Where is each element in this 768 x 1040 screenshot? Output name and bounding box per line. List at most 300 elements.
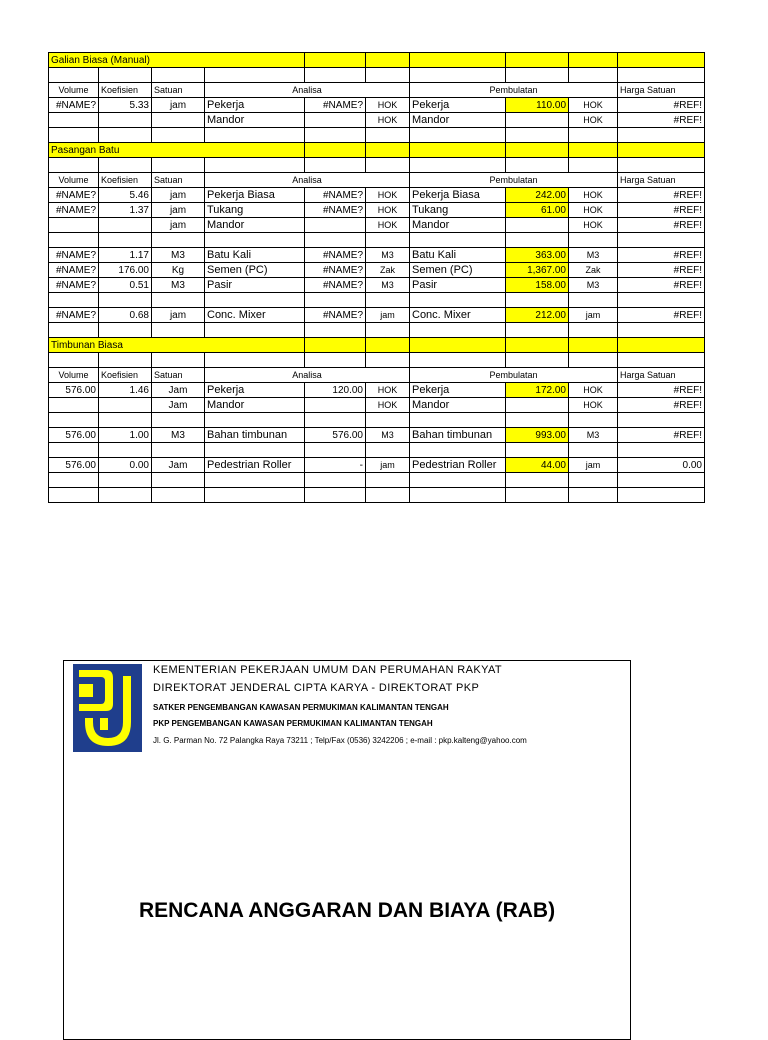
spreadsheet-cell — [569, 128, 618, 143]
spreadsheet-cell — [506, 158, 569, 173]
spreadsheet-cell: #REF! — [618, 428, 705, 443]
spreadsheet-cell — [152, 413, 205, 428]
header-harga-satuan: Harga Satuan — [618, 173, 705, 188]
header-harga-satuan: Harga Satuan — [618, 83, 705, 98]
spreadsheet-cell — [305, 143, 366, 158]
spreadsheet-cell: jam — [152, 98, 205, 113]
spreadsheet-cell: #NAME? — [305, 263, 366, 278]
spreadsheet-cell — [305, 413, 366, 428]
spreadsheet-cell: #NAME? — [49, 188, 99, 203]
spreadsheet-cell: 0.00 — [618, 458, 705, 473]
spreadsheet-cell — [618, 338, 705, 353]
spreadsheet-cell — [506, 113, 569, 128]
spreadsheet-cell — [410, 53, 506, 68]
header-volume: Volume — [49, 173, 99, 188]
spacer-row — [49, 413, 705, 428]
spreadsheet-cell — [506, 338, 569, 353]
spreadsheet-cell: #REF! — [618, 398, 705, 413]
spreadsheet-cell — [152, 68, 205, 83]
spreadsheet-cell — [569, 293, 618, 308]
spreadsheet-cell — [49, 488, 99, 503]
spreadsheet-cell — [506, 233, 569, 248]
spreadsheet-cell — [569, 53, 618, 68]
spreadsheet-cell — [366, 413, 410, 428]
header-koefisien: Koefisien — [99, 83, 152, 98]
spreadsheet-cell — [205, 233, 305, 248]
spreadsheet-cell: 0.51 — [99, 278, 152, 293]
spreadsheet-cell: 576.00 — [305, 428, 366, 443]
table-row — [49, 308, 705, 323]
spreadsheet-cell — [49, 443, 99, 458]
spreadsheet-cell — [152, 323, 205, 338]
spreadsheet-cell: 1.00 — [99, 428, 152, 443]
spreadsheet-cell: 120.00 — [305, 383, 366, 398]
section-title-row — [49, 338, 705, 353]
address-line: Jl. G. Parman No. 72 Palangka Raya 73211 ; Telp/Fax (0536) 3242206 ; e-mail : pkp.kalteng@yahoo.com — [153, 736, 527, 745]
spreadsheet-cell: #NAME? — [305, 188, 366, 203]
spreadsheet-cell: Mandor — [410, 218, 506, 233]
spreadsheet-cell — [49, 218, 99, 233]
spreadsheet-cell: HOK — [366, 203, 410, 218]
spreadsheet-cell: Pekerja Biasa — [410, 188, 506, 203]
spreadsheet-cell: #NAME? — [49, 263, 99, 278]
spreadsheet-cell: Tukang — [205, 203, 305, 218]
spreadsheet-cell — [569, 443, 618, 458]
table-row — [49, 383, 705, 398]
spreadsheet-cell — [506, 323, 569, 338]
spreadsheet-cell — [305, 68, 366, 83]
table-row — [49, 458, 705, 473]
table-row — [49, 398, 705, 413]
spreadsheet-cell: HOK — [366, 218, 410, 233]
spreadsheet-cell: #NAME? — [49, 248, 99, 263]
spreadsheet-cell — [618, 293, 705, 308]
spreadsheet-cell — [366, 353, 410, 368]
spreadsheet-cell — [618, 53, 705, 68]
spreadsheet-cell: #NAME? — [49, 308, 99, 323]
spreadsheet-cell: 176.00 — [99, 263, 152, 278]
spreadsheet-cell: Jam — [152, 398, 205, 413]
spreadsheet-cell: Semen (PC) — [205, 263, 305, 278]
spreadsheet-cell: Mandor — [205, 218, 305, 233]
spreadsheet-cell: Pasir — [410, 278, 506, 293]
spreadsheet-cell — [618, 233, 705, 248]
cover-page — [63, 660, 631, 1040]
spacer-row — [49, 293, 705, 308]
spreadsheet-cell: #REF! — [618, 188, 705, 203]
spreadsheet-cell: 172.00 — [506, 383, 569, 398]
spreadsheet-cell — [49, 128, 99, 143]
spreadsheet-cell: HOK — [569, 383, 618, 398]
spreadsheet-cell — [99, 293, 152, 308]
spreadsheet-cell — [366, 158, 410, 173]
spreadsheet-cell — [410, 338, 506, 353]
spreadsheet-cell: Pedestrian Roller — [410, 458, 506, 473]
table-row — [49, 113, 705, 128]
spreadsheet-cell — [99, 128, 152, 143]
table-row — [49, 263, 705, 278]
spreadsheet-cell: Bahan timbunan — [410, 428, 506, 443]
spreadsheet-cell — [618, 353, 705, 368]
spreadsheet-cell: Jam — [152, 458, 205, 473]
spreadsheet-cell — [305, 338, 366, 353]
spreadsheet-cell: M3 — [569, 278, 618, 293]
spacer-row — [49, 68, 705, 83]
spreadsheet-cell: 576.00 — [49, 428, 99, 443]
spreadsheet-cell: 0.00 — [99, 458, 152, 473]
spreadsheet-cell — [99, 158, 152, 173]
spreadsheet-cell: 1,367.00 — [506, 263, 569, 278]
table-row — [49, 98, 705, 113]
spreadsheet-cell: HOK — [366, 398, 410, 413]
spreadsheet-cell — [506, 68, 569, 83]
section-title-row — [49, 53, 705, 68]
spreadsheet-cell: 5.46 — [99, 188, 152, 203]
spreadsheet-cell: #REF! — [618, 113, 705, 128]
spacer-row — [49, 353, 705, 368]
spreadsheet-cell: 44.00 — [506, 458, 569, 473]
spreadsheet-cell: M3 — [366, 428, 410, 443]
spreadsheet-cell — [305, 158, 366, 173]
spreadsheet-cell: jam — [366, 458, 410, 473]
spreadsheet-cell: HOK — [569, 98, 618, 113]
spreadsheet-cell — [410, 143, 506, 158]
spreadsheet-cell: Zak — [569, 263, 618, 278]
spacer-row — [49, 488, 705, 503]
spreadsheet-cell — [506, 293, 569, 308]
spreadsheet-cell: #NAME? — [305, 203, 366, 218]
spreadsheet-cell — [152, 113, 205, 128]
spreadsheet-cell — [305, 323, 366, 338]
spreadsheet-cell — [618, 473, 705, 488]
spreadsheet-cell: 0.68 — [99, 308, 152, 323]
spreadsheet-cell — [305, 128, 366, 143]
spreadsheet-cell — [49, 68, 99, 83]
spreadsheet-cell: 576.00 — [49, 383, 99, 398]
spreadsheet-cell: M3 — [152, 278, 205, 293]
spreadsheet-cell — [305, 353, 366, 368]
spreadsheet-cell: Semen (PC) — [410, 263, 506, 278]
spreadsheet-cell — [366, 68, 410, 83]
analysis-spreadsheet — [48, 52, 705, 503]
spreadsheet-cell: Tukang — [410, 203, 506, 218]
spreadsheet-cell: M3 — [569, 428, 618, 443]
spreadsheet-cell: 993.00 — [506, 428, 569, 443]
pkp-line: PKP PENGEMBANGAN KAWASAN PERMUKIMAN KALIMANTAN TENGAH — [153, 719, 433, 728]
table-row — [49, 203, 705, 218]
spreadsheet-cell — [205, 413, 305, 428]
spreadsheet-cell — [49, 323, 99, 338]
spreadsheet-cell: jam — [152, 308, 205, 323]
spreadsheet-cell — [366, 338, 410, 353]
spreadsheet-cell — [152, 128, 205, 143]
spreadsheet-cell — [569, 488, 618, 503]
spreadsheet-cell: #NAME? — [305, 98, 366, 113]
pu-logo-icon — [73, 664, 142, 752]
spreadsheet-cell — [99, 113, 152, 128]
spreadsheet-cell: M3 — [152, 428, 205, 443]
spreadsheet-cell: HOK — [569, 203, 618, 218]
spreadsheet-cell: Mandor — [205, 113, 305, 128]
spreadsheet-cell — [99, 488, 152, 503]
spreadsheet-cell — [506, 353, 569, 368]
spreadsheet-cell — [506, 128, 569, 143]
spreadsheet-cell: 1.17 — [99, 248, 152, 263]
spreadsheet-cell: #REF! — [618, 383, 705, 398]
spreadsheet-cell — [49, 353, 99, 368]
spreadsheet-cell: Pekerja — [205, 98, 305, 113]
spreadsheet-cell — [506, 473, 569, 488]
spreadsheet-cell — [99, 323, 152, 338]
spreadsheet-cell — [366, 293, 410, 308]
ministry-line: KEMENTERIAN PEKERJAAN UMUM DAN PERUMAHAN RAKYAT — [153, 664, 503, 676]
spreadsheet-cell: #REF! — [618, 263, 705, 278]
spreadsheet-cell: Mandor — [410, 398, 506, 413]
spreadsheet-cell: Conc. Mixer — [205, 308, 305, 323]
spreadsheet-cell — [99, 398, 152, 413]
spreadsheet-cell — [506, 218, 569, 233]
spreadsheet-cell: #NAME? — [49, 278, 99, 293]
spreadsheet-cell: #REF! — [618, 248, 705, 263]
spreadsheet-cell — [305, 218, 366, 233]
spreadsheet-cell — [569, 233, 618, 248]
spreadsheet-cell: - — [305, 458, 366, 473]
spreadsheet-cell: Pekerja — [205, 383, 305, 398]
spreadsheet-cell — [366, 323, 410, 338]
spreadsheet-cell — [305, 488, 366, 503]
spreadsheet-cell — [305, 398, 366, 413]
spreadsheet-cell: Pasir — [205, 278, 305, 293]
table-row — [49, 248, 705, 263]
spreadsheet-cell — [366, 143, 410, 158]
directorate-line: DIREKTORAT JENDERAL CIPTA KARYA - DIREKTORAT PKP — [153, 682, 480, 694]
spreadsheet-cell: jam — [569, 458, 618, 473]
spreadsheet-cell — [205, 323, 305, 338]
spreadsheet-cell — [366, 128, 410, 143]
spreadsheet-cell: #REF! — [618, 203, 705, 218]
spreadsheet-cell: #REF! — [618, 218, 705, 233]
spreadsheet-cell — [99, 473, 152, 488]
spreadsheet-cell — [205, 128, 305, 143]
spreadsheet-cell — [49, 293, 99, 308]
spreadsheet-cell — [569, 68, 618, 83]
spreadsheet-cell: HOK — [569, 398, 618, 413]
spreadsheet-cell: Kg — [152, 263, 205, 278]
spreadsheet-cell — [152, 473, 205, 488]
spreadsheet-cell — [506, 413, 569, 428]
spreadsheet-cell — [205, 443, 305, 458]
header-satuan: Satuan — [152, 173, 205, 188]
spreadsheet-cell: Jam — [152, 383, 205, 398]
spreadsheet-cell — [410, 158, 506, 173]
spreadsheet-cell: HOK — [366, 113, 410, 128]
spreadsheet-cell — [410, 128, 506, 143]
spreadsheet-cell: Pekerja Biasa — [205, 188, 305, 203]
spreadsheet-cell: Pekerja — [410, 383, 506, 398]
spreadsheet-cell — [569, 143, 618, 158]
spreadsheet-cell — [569, 413, 618, 428]
spreadsheet-cell: #NAME? — [49, 203, 99, 218]
spreadsheet-cell: Conc. Mixer — [410, 308, 506, 323]
spreadsheet-cell — [305, 53, 366, 68]
spreadsheet-cell — [99, 443, 152, 458]
spreadsheet-cell: M3 — [152, 248, 205, 263]
spreadsheet-cell: HOK — [366, 383, 410, 398]
header-satuan: Satuan — [152, 368, 205, 383]
spreadsheet-cell: HOK — [366, 188, 410, 203]
spreadsheet-cell — [99, 353, 152, 368]
spreadsheet-cell: #NAME? — [305, 278, 366, 293]
header-harga-satuan: Harga Satuan — [618, 368, 705, 383]
spreadsheet-cell — [205, 158, 305, 173]
spacer-row — [49, 323, 705, 338]
spreadsheet-cell: #NAME? — [49, 98, 99, 113]
spacer-row — [49, 473, 705, 488]
spreadsheet-cell: #NAME? — [305, 308, 366, 323]
spreadsheet-cell — [205, 353, 305, 368]
header-row — [49, 173, 705, 188]
spreadsheet-cell — [305, 443, 366, 458]
spreadsheet-cell — [506, 488, 569, 503]
spreadsheet-cell: jam — [152, 188, 205, 203]
spreadsheet-cell — [506, 143, 569, 158]
spreadsheet-cell — [205, 488, 305, 503]
section-title: Pasangan Batu — [49, 143, 305, 158]
spreadsheet-cell: 576.00 — [49, 458, 99, 473]
spreadsheet-cell: 242.00 — [506, 188, 569, 203]
spreadsheet-cell — [366, 488, 410, 503]
header-pembulatan: Pembulatan — [410, 83, 618, 98]
header-koefisien: Koefisien — [99, 368, 152, 383]
spreadsheet-cell: Bahan timbunan — [205, 428, 305, 443]
spreadsheet-cell — [49, 398, 99, 413]
spreadsheet-cell — [152, 293, 205, 308]
satker-line: SATKER PENGEMBANGAN KAWASAN PERMUKIMAN KALIMANTAN TENGAH — [153, 703, 449, 712]
spreadsheet-cell: 363.00 — [506, 248, 569, 263]
spreadsheet-cell: 1.46 — [99, 383, 152, 398]
spreadsheet-cell: 61.00 — [506, 203, 569, 218]
spreadsheet-cell: 1.37 — [99, 203, 152, 218]
header-row — [49, 368, 705, 383]
spreadsheet-cell — [618, 413, 705, 428]
spreadsheet-cell: Batu Kali — [410, 248, 506, 263]
spreadsheet-cell: jam — [366, 308, 410, 323]
spreadsheet-cell — [305, 293, 366, 308]
spreadsheet-cell — [569, 323, 618, 338]
spreadsheet-cell — [305, 233, 366, 248]
spreadsheet-cell — [99, 413, 152, 428]
spreadsheet-cell — [152, 353, 205, 368]
spreadsheet-cell — [99, 233, 152, 248]
spreadsheet-cell — [305, 113, 366, 128]
spreadsheet-cell — [618, 68, 705, 83]
spreadsheet-cell — [152, 158, 205, 173]
spreadsheet-cell — [618, 323, 705, 338]
spreadsheet-cell — [410, 68, 506, 83]
spreadsheet-cell — [49, 158, 99, 173]
spreadsheet-cell: 5.33 — [99, 98, 152, 113]
spreadsheet-cell — [410, 473, 506, 488]
spreadsheet-cell — [366, 473, 410, 488]
spreadsheet-cell — [569, 473, 618, 488]
spreadsheet-cell: Mandor — [205, 398, 305, 413]
document-title: RENCANA ANGGARAN DAN BIAYA (RAB) — [138, 899, 556, 922]
spreadsheet-cell — [618, 443, 705, 458]
spreadsheet-cell — [506, 443, 569, 458]
header-satuan: Satuan — [152, 83, 205, 98]
spreadsheet-cell: HOK — [569, 113, 618, 128]
header-analisa: Analisa — [205, 173, 410, 188]
spreadsheet-cell: Zak — [366, 263, 410, 278]
table-row — [49, 188, 705, 203]
header-analisa: Analisa — [205, 368, 410, 383]
spreadsheet-cell: M3 — [366, 278, 410, 293]
spreadsheet-cell — [410, 323, 506, 338]
spreadsheet-cell — [205, 473, 305, 488]
table-row — [49, 428, 705, 443]
spreadsheet-cell — [49, 413, 99, 428]
table-row — [49, 218, 705, 233]
section-title: Galian Biasa (Manual) — [49, 53, 305, 68]
spreadsheet-cell: 212.00 — [506, 308, 569, 323]
spreadsheet-cell — [618, 158, 705, 173]
spreadsheet-cell — [366, 53, 410, 68]
spreadsheet-cell: M3 — [366, 248, 410, 263]
spreadsheet-cell — [366, 443, 410, 458]
spreadsheet-cell: jam — [569, 308, 618, 323]
spreadsheet-cell — [152, 233, 205, 248]
header-volume: Volume — [49, 83, 99, 98]
spreadsheet-cell — [506, 398, 569, 413]
spreadsheet-cell: Mandor — [410, 113, 506, 128]
spreadsheet-cell: #REF! — [618, 278, 705, 293]
spreadsheet-cell: Batu Kali — [205, 248, 305, 263]
header-volume: Volume — [49, 368, 99, 383]
spreadsheet-cell: jam — [152, 218, 205, 233]
spreadsheet-cell: M3 — [569, 248, 618, 263]
header-koefisien: Koefisien — [99, 173, 152, 188]
spreadsheet-cell: 110.00 — [506, 98, 569, 113]
header-pembulatan: Pembulatan — [410, 368, 618, 383]
header-analisa: Analisa — [205, 83, 410, 98]
spreadsheet-cell — [569, 158, 618, 173]
spreadsheet-cell: #REF! — [618, 308, 705, 323]
spreadsheet-cell — [618, 128, 705, 143]
spreadsheet-cell — [99, 218, 152, 233]
section-title: Timbunan Biasa — [49, 338, 305, 353]
spreadsheet-cell — [410, 233, 506, 248]
spreadsheet-cell — [305, 473, 366, 488]
spreadsheet-cell — [410, 413, 506, 428]
spreadsheet-cell — [49, 233, 99, 248]
spreadsheet-cell: Pekerja — [410, 98, 506, 113]
spacer-row — [49, 158, 705, 173]
spreadsheet-cell: #REF! — [618, 98, 705, 113]
spreadsheet-cell — [410, 353, 506, 368]
spreadsheet-cell: jam — [152, 203, 205, 218]
spreadsheet-cell — [618, 143, 705, 158]
spreadsheet-cell — [152, 443, 205, 458]
table-row — [49, 278, 705, 293]
section-title-row — [49, 143, 705, 158]
spreadsheet-cell — [569, 353, 618, 368]
header-pembulatan: Pembulatan — [410, 173, 618, 188]
spreadsheet-cell: HOK — [569, 188, 618, 203]
spreadsheet-cell — [618, 488, 705, 503]
spreadsheet-cell — [205, 293, 305, 308]
spreadsheet-cell — [205, 68, 305, 83]
spacer-row — [49, 443, 705, 458]
